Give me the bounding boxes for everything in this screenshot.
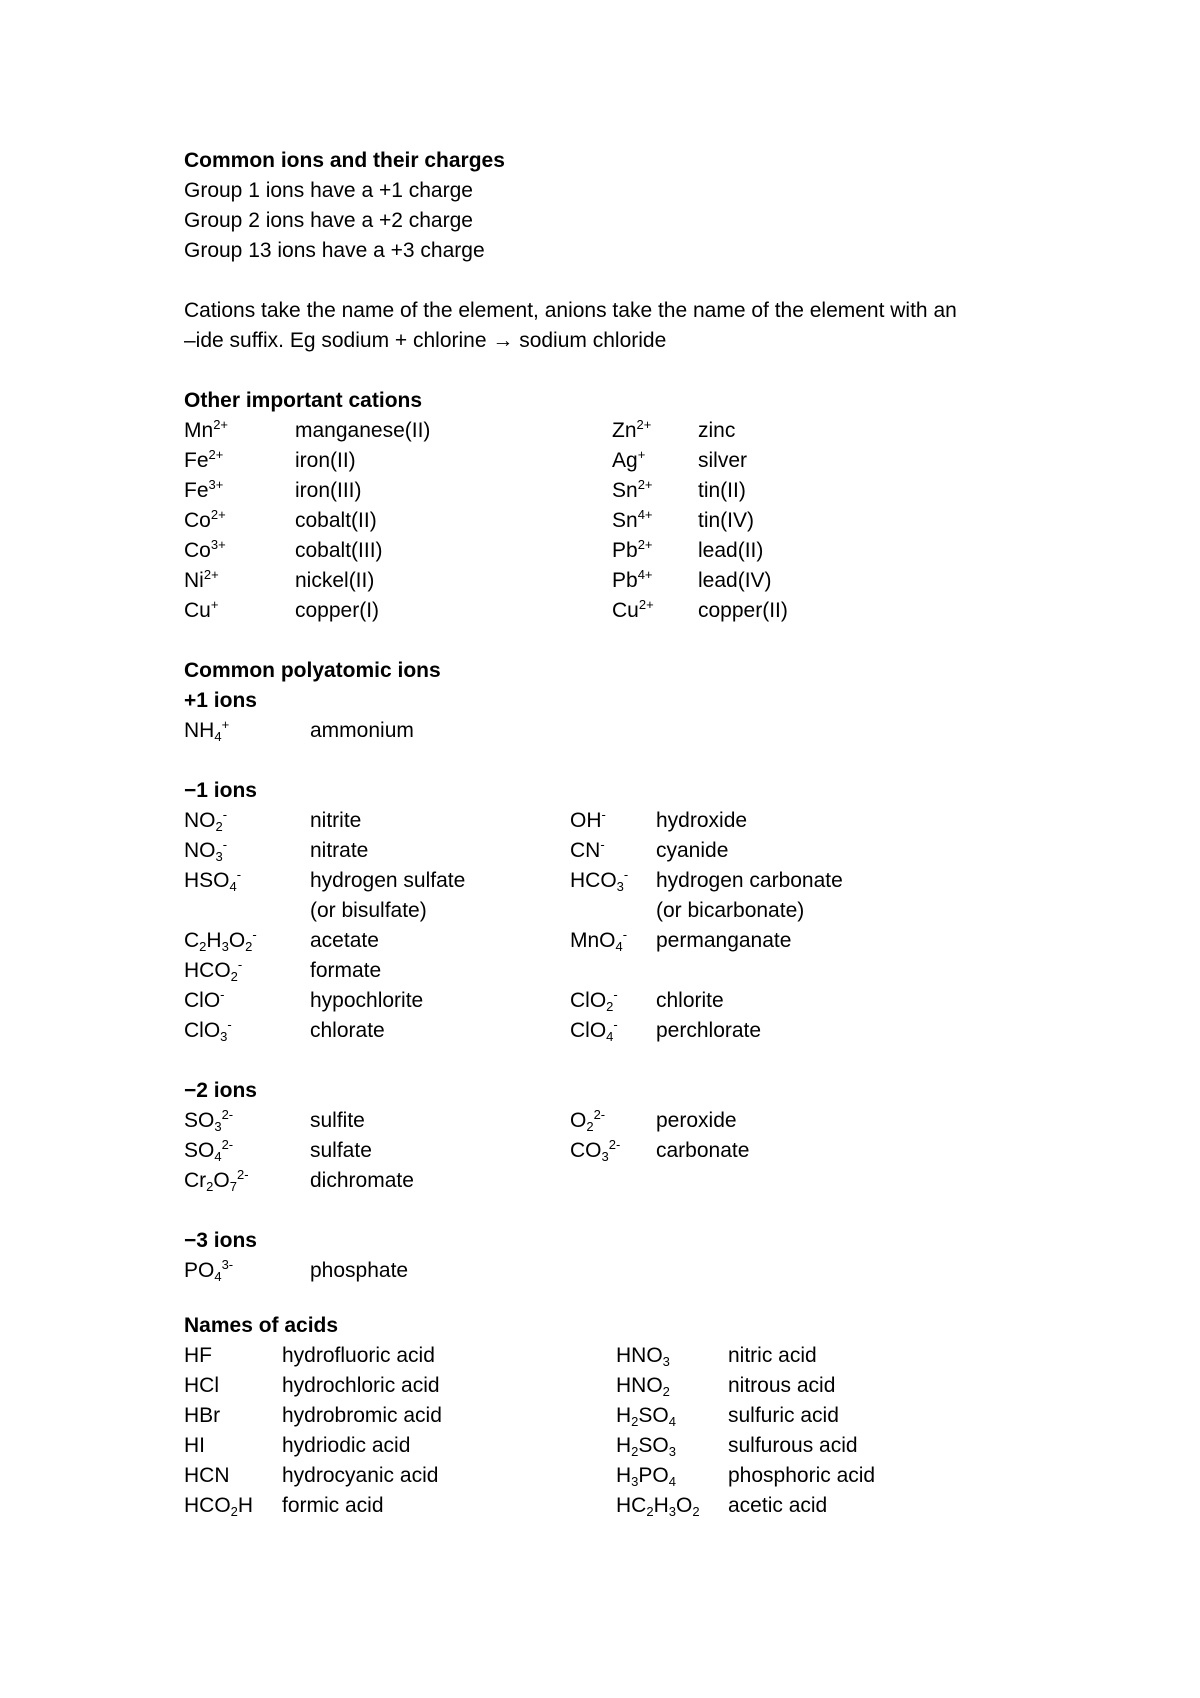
formula-text: ClO — [570, 1019, 607, 1042]
formula-superscript: 4+ — [637, 507, 653, 522]
group1-line: Group 1 ions have a +1 charge — [184, 179, 473, 202]
formula-subscript: 4 — [668, 1474, 676, 1489]
ion-formula — [184, 718, 229, 744]
formula-text: H — [206, 929, 222, 952]
formula-superscript: 2+ — [637, 477, 653, 492]
ion-name: cyanide — [656, 839, 729, 862]
acid-formula — [616, 1343, 670, 1369]
formula-text: Pb — [612, 539, 638, 562]
formula-text: Co — [184, 509, 211, 532]
formula-text: HI — [184, 1434, 205, 1457]
cation-formula — [612, 538, 653, 564]
acid-formula — [616, 1433, 676, 1459]
cation-name: iron(II) — [295, 449, 356, 472]
ion-name: sulfite — [310, 1109, 365, 1132]
cation-formula — [612, 418, 651, 444]
formula-text: ClO — [184, 989, 221, 1012]
formula-subscript: 4 — [615, 939, 623, 954]
ion-formula — [570, 808, 606, 834]
group13-line: Group 13 ions have a +3 charge — [184, 239, 485, 262]
formula-text: O — [213, 1169, 230, 1192]
formula-subscript: 2 — [646, 1504, 654, 1519]
acid-formula — [616, 1463, 676, 1489]
ion-formula — [184, 1258, 233, 1284]
acid-formula — [616, 1493, 700, 1519]
ion-name: formate — [310, 959, 382, 982]
cation-name: copper(II) — [698, 599, 788, 622]
formula-text: Pb — [612, 569, 638, 592]
formula-subscript: 2 — [586, 1119, 594, 1134]
formula-text: SO — [638, 1434, 669, 1457]
formula-superscript: 2+ — [638, 597, 654, 612]
cation-formula — [184, 538, 226, 564]
formula-text: HNO — [616, 1344, 663, 1367]
formula-text: HBr — [184, 1404, 221, 1427]
acid-name: sulfuric acid — [728, 1404, 839, 1427]
formula-subscript: 3 — [215, 849, 223, 864]
acid-name: hydrofluoric acid — [282, 1344, 435, 1367]
formula-subscript: 3 — [631, 1474, 639, 1489]
formula-superscript: + — [210, 597, 219, 612]
ion-formula — [570, 1108, 605, 1134]
formula-text: Ni — [184, 569, 204, 592]
formula-subscript: 2 — [199, 939, 207, 954]
formula-text: PO — [184, 1259, 215, 1282]
formula-text: C — [184, 929, 200, 952]
formula-text: OH — [570, 809, 602, 832]
cation-name: manganese(II) — [295, 419, 431, 442]
acid-name: nitric acid — [728, 1344, 817, 1367]
ion-formula — [184, 1018, 232, 1044]
ion-formula — [184, 1138, 233, 1164]
ion-name: chlorate — [310, 1019, 385, 1042]
cation-name: copper(I) — [295, 599, 380, 622]
ion-formula — [570, 988, 618, 1014]
cation-formula — [184, 568, 219, 594]
formula-text: HNO — [616, 1374, 663, 1397]
acid-name: hydrocyanic acid — [282, 1464, 439, 1487]
formula-text: HCO — [184, 1494, 231, 1517]
formula-text: O — [570, 1109, 587, 1132]
formula-subscript: 2 — [662, 1384, 670, 1399]
ion-name: nitrite — [310, 809, 362, 832]
formula-text: NH — [184, 719, 215, 742]
naming-rule-line-2: –ide suffix. Eg sodium + chlorine → sodium chloride — [184, 329, 667, 352]
formula-superscript: 2- — [221, 1107, 234, 1122]
ion-formula — [570, 1018, 618, 1044]
acid-name: phosphoric acid — [728, 1464, 876, 1487]
formula-subscript: 2 — [215, 819, 223, 834]
formula-superscript: + — [637, 447, 646, 462]
formula-text: H — [616, 1404, 632, 1427]
formula-superscript: 2+ — [208, 447, 224, 462]
formula-text: H — [237, 1494, 254, 1517]
ion-formula — [184, 1168, 249, 1194]
ion-name: hydrogen sulfate — [310, 869, 466, 892]
cation-formula — [612, 508, 653, 534]
acid-name: sulfurous acid — [728, 1434, 858, 1457]
ion-name: nitrate — [310, 839, 369, 862]
section-title-common-ions: Common ions and their charges — [184, 149, 505, 172]
ion-formula — [570, 928, 627, 954]
formula-superscript: 2+ — [213, 417, 229, 432]
ion-alt-name: (or bicarbonate) — [656, 899, 805, 922]
formula-text: PO — [638, 1464, 669, 1487]
ion-formula — [570, 868, 628, 894]
formula-superscript: 3- — [221, 1257, 234, 1272]
formula-text: CN — [570, 839, 601, 862]
acid-formula — [184, 1403, 220, 1429]
formula-subscript: 3 — [601, 1149, 609, 1164]
ion-formula — [184, 808, 227, 834]
ion-name: perchlorate — [656, 1019, 762, 1042]
formula-superscript: + — [221, 717, 230, 732]
formula-text: Cu — [184, 599, 211, 622]
cation-name: tin(IV) — [698, 509, 755, 532]
acid-name: formic acid — [282, 1494, 384, 1517]
formula-text: HF — [184, 1344, 212, 1367]
formula-subscript: 2 — [230, 969, 238, 984]
formula-text: Mn — [184, 419, 214, 442]
formula-superscript: - — [252, 927, 257, 942]
formula-text: HCl — [184, 1374, 219, 1397]
formula-subscript: 3 — [668, 1444, 676, 1459]
acid-formula — [184, 1433, 205, 1459]
formula-superscript: 4+ — [637, 567, 653, 582]
ion-name: ammonium — [310, 719, 414, 742]
formula-superscript: 2+ — [637, 537, 653, 552]
formula-text: SO — [184, 1139, 215, 1162]
formula-subscript: 2 — [245, 939, 253, 954]
ion-formula — [570, 838, 605, 864]
formula-text: HCO — [570, 869, 617, 892]
formula-superscript: 3+ — [208, 477, 224, 492]
ion-name: chlorite — [656, 989, 724, 1012]
formula-text: HC — [616, 1494, 647, 1517]
formula-text: ClO — [184, 1019, 221, 1042]
acid-name: hydrochloric acid — [282, 1374, 440, 1397]
formula-text: O — [228, 929, 246, 952]
formula-text: H — [653, 1494, 669, 1517]
formula-subscript: 2 — [606, 999, 614, 1014]
cation-formula — [184, 598, 218, 624]
formula-superscript: - — [222, 837, 228, 852]
formula-subscript: 2 — [230, 1504, 238, 1519]
formula-subscript: 3 — [616, 879, 624, 894]
cation-formula — [612, 478, 653, 504]
ion-name: acetate — [310, 929, 379, 952]
minus1-heading: −1 ions — [184, 779, 257, 802]
cation-name: cobalt(II) — [295, 509, 377, 532]
formula-superscript: - — [623, 867, 629, 882]
formula-subscript: 4 — [214, 729, 222, 744]
formula-text: Fe — [184, 479, 209, 502]
formula-subscript: 3 — [214, 1119, 222, 1134]
formula-subscript: 7 — [229, 1179, 237, 1194]
acid-name: nitrous acid — [728, 1374, 836, 1397]
ion-name: hypochlorite — [310, 989, 424, 1012]
acid-formula — [616, 1403, 676, 1429]
acid-name: acetic acid — [728, 1494, 828, 1517]
ion-name: phosphate — [310, 1259, 409, 1282]
formula-superscript: - — [237, 957, 243, 972]
formula-subscript: 4 — [214, 1149, 222, 1164]
acid-formula — [184, 1493, 253, 1519]
formula-text: MnO — [570, 929, 616, 952]
formula-text: HCO — [184, 959, 231, 982]
cation-formula — [184, 418, 228, 444]
formula-superscript: - — [227, 1017, 232, 1032]
ion-name: peroxide — [656, 1109, 737, 1132]
formula-superscript: - — [622, 927, 628, 942]
ion-formula — [184, 868, 241, 894]
cation-name: nickel(II) — [295, 569, 375, 592]
ion-formula — [184, 988, 225, 1014]
ion-alt-name: (or bisulfate) — [310, 899, 427, 922]
formula-text: H — [616, 1434, 632, 1457]
formula-text: HSO — [184, 869, 230, 892]
acid-formula — [184, 1463, 230, 1489]
cation-formula — [184, 508, 226, 534]
cation-name: lead(IV) — [698, 569, 772, 592]
formula-text: Sn — [612, 509, 638, 532]
formula-subscript: 3 — [221, 939, 229, 954]
formula-superscript: - — [236, 867, 242, 882]
formula-text: SO — [638, 1404, 669, 1427]
formula-superscript: 2+ — [210, 507, 226, 522]
cation-name: cobalt(III) — [295, 539, 383, 562]
cation-name: zinc — [698, 419, 736, 442]
formula-text: Zn — [612, 419, 637, 442]
formula-superscript: - — [613, 987, 618, 1002]
formula-text: H — [616, 1464, 632, 1487]
minus2-heading: −2 ions — [184, 1079, 257, 1102]
ion-name: sulfate — [310, 1139, 372, 1162]
minus3-heading: −3 ions — [184, 1229, 257, 1252]
ion-formula — [184, 928, 257, 954]
formula-superscript: 2- — [608, 1137, 621, 1152]
group2-line: Group 2 ions have a +2 charge — [184, 209, 473, 232]
formula-text: HCN — [184, 1464, 230, 1487]
formula-text: ClO — [570, 989, 607, 1012]
formula-text: CO — [570, 1139, 602, 1162]
plus1-heading: +1 ions — [184, 689, 257, 712]
cation-formula — [612, 598, 654, 624]
formula-text: Ag — [612, 449, 638, 472]
formula-superscript: - — [222, 807, 228, 822]
ion-name: carbonate — [656, 1139, 750, 1162]
cation-name: silver — [698, 449, 748, 472]
section-title-cations: Other important cations — [184, 389, 423, 412]
acid-formula — [184, 1343, 212, 1369]
formula-subscript: 2 — [206, 1179, 214, 1194]
formula-text: Cr — [184, 1169, 207, 1192]
ion-name: permanganate — [656, 929, 792, 952]
formula-subscript: 3 — [220, 1029, 228, 1044]
formula-subscript: 2 — [692, 1504, 700, 1519]
formula-superscript: 2+ — [636, 417, 652, 432]
ion-formula — [184, 1108, 233, 1134]
ion-formula — [184, 838, 227, 864]
formula-subscript: 3 — [668, 1504, 676, 1519]
formula-superscript: - — [600, 837, 605, 852]
cation-formula — [612, 448, 645, 474]
formula-superscript: 2- — [593, 1107, 606, 1122]
cation-name: tin(II) — [698, 479, 746, 502]
cation-formula — [184, 448, 223, 474]
acid-name: hydriodic acid — [282, 1434, 411, 1457]
formula-subscript: 2 — [631, 1414, 639, 1429]
formula-superscript: - — [613, 1017, 618, 1032]
ion-name: dichromate — [310, 1169, 414, 1192]
formula-superscript: 2+ — [203, 567, 219, 582]
formula-superscript: - — [220, 987, 225, 1002]
formula-superscript: 2- — [221, 1137, 234, 1152]
formula-text: SO — [184, 1109, 215, 1132]
formula-subscript: 4 — [229, 879, 237, 894]
formula-subscript: 3 — [662, 1354, 670, 1369]
formula-text: O — [675, 1494, 693, 1517]
acid-name: hydrobromic acid — [282, 1404, 442, 1427]
formula-text: NO — [184, 809, 216, 832]
formula-text: Fe — [184, 449, 209, 472]
ion-name: hydroxide — [656, 809, 748, 832]
formula-subscript: 4 — [214, 1269, 222, 1284]
cation-formula — [612, 568, 653, 594]
acid-formula — [184, 1373, 219, 1399]
formula-text: NO — [184, 839, 216, 862]
formula-subscript: 4 — [668, 1414, 676, 1429]
formula-text: Co — [184, 539, 211, 562]
formula-subscript: 4 — [606, 1029, 614, 1044]
formula-superscript: 3+ — [210, 537, 226, 552]
cation-name: lead(II) — [698, 539, 764, 562]
ion-name: hydrogen carbonate — [656, 869, 843, 892]
ion-formula — [570, 1138, 620, 1164]
cation-name: iron(III) — [295, 479, 362, 502]
acid-formula — [616, 1373, 670, 1399]
formula-superscript: 2- — [236, 1167, 249, 1182]
section-title-polyatomic: Common polyatomic ions — [184, 659, 441, 682]
cation-formula — [184, 478, 223, 504]
section-title-acids: Names of acids — [184, 1314, 339, 1337]
formula-superscript: - — [601, 807, 606, 822]
formula-text: Sn — [612, 479, 638, 502]
formula-subscript: 2 — [631, 1444, 639, 1459]
naming-rule-line-1: Cations take the name of the element, anions take the name of the element with an — [184, 299, 957, 322]
formula-text: Cu — [612, 599, 639, 622]
ion-formula — [184, 958, 242, 984]
